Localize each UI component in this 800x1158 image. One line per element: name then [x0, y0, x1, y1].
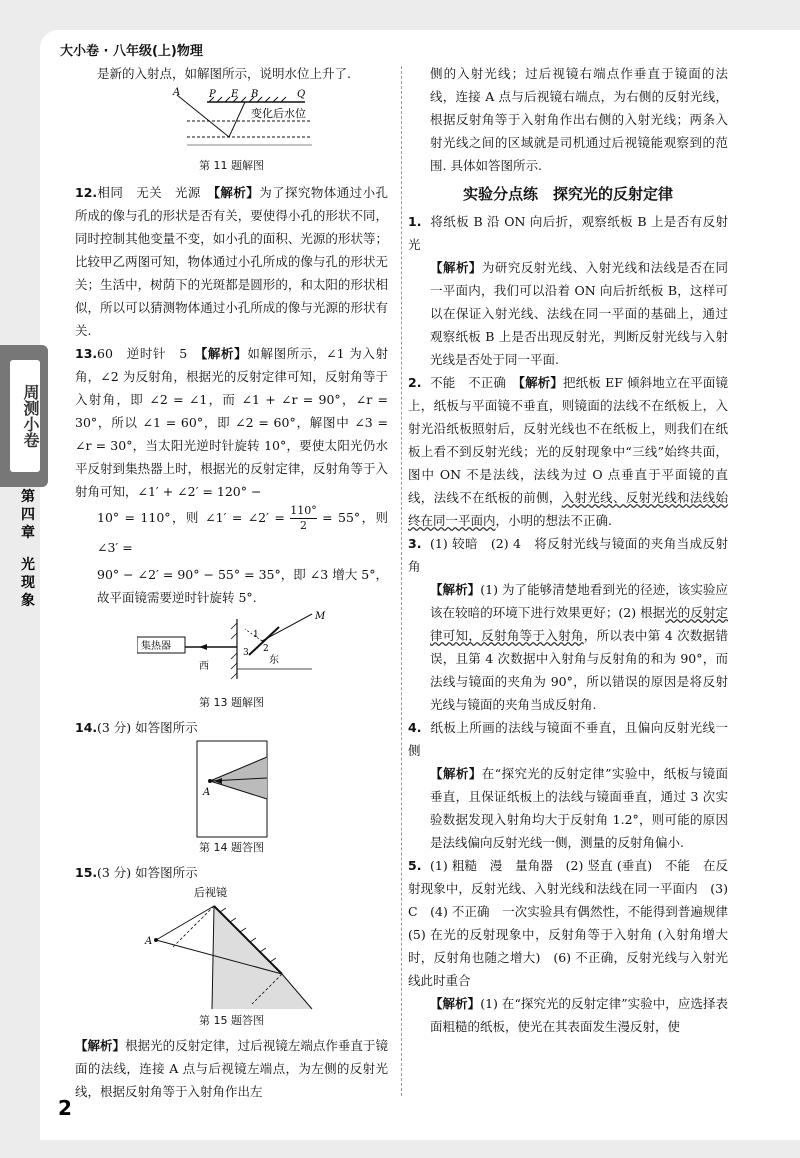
e2-tail: ，小明的想法不正确. — [495, 513, 612, 528]
q14-number: 14. — [75, 720, 98, 735]
q13-tag: 【解析】 — [201, 346, 248, 361]
fig14-diagram — [192, 739, 272, 839]
e1 — [408, 210, 728, 256]
q13-number: 13. — [75, 346, 98, 361]
q15-analysis-body: 根据光的反射定律，过后视镜左端点作垂直于镜面的法线，连接 A 点与后视镜左端点，为左侧的反射光线，根据反射角等于入射角作出左 — [75, 1038, 388, 1099]
chapter-char: 四 — [21, 507, 35, 523]
point-a — [208, 779, 212, 783]
q13-answer: 60 逆时针 5 — [97, 346, 201, 361]
frac-bottom: 2 — [299, 519, 307, 532]
e4-tag: 【解析】 — [430, 766, 482, 781]
subject-char: 象 — [21, 593, 35, 609]
e5-tag: 【解析】 — [430, 996, 481, 1011]
q14-text: (3 分) 如答图所示 — [97, 720, 198, 735]
q12-number: 12. — [75, 185, 98, 200]
label-a: A — [172, 87, 180, 98]
e5-body: (1) 在“探究光的反射定律”实验中，应选择表面粗糙的纸板，使光在其表面发生漫反射，使 — [430, 996, 728, 1034]
q13 — [75, 342, 388, 503]
q13-line2 — [75, 503, 388, 563]
mirror-label: 后视镜 — [193, 886, 227, 899]
fig15-diagram — [142, 884, 322, 1012]
label-a: A — [144, 936, 152, 947]
label-a: A — [202, 787, 210, 798]
e3-body1: (1) 为了能够清楚地看到光的径迹，该实验应该在较暗的环境下进行效果更好；(2) 根据 — [430, 582, 728, 620]
e5-number: 5. — [408, 858, 422, 873]
fig11-diagram — [147, 85, 317, 157]
e3-analysis — [408, 578, 728, 716]
e4-body: 在“探究光的反射定律”实验中，纸板与镜面垂直，且保证纸板上的法线与镜面垂直，通过 3 次实验数据发现入射角均大于反射角 1.2°，则可能的原因是法线偏向反射光线一侧，测量的反射角偏小. — [430, 766, 728, 850]
label-east: 东 — [268, 655, 279, 666]
e2-wavy: 入射光线、反射光线和法线始终在同一平面内 — [408, 490, 728, 528]
chapter-label — [8, 488, 48, 610]
label-b: B — [250, 89, 258, 100]
e3-tag: 【解析】 — [430, 582, 481, 597]
wall-hatch — [231, 623, 237, 679]
q12-tag: 【解析】 — [213, 185, 260, 200]
e1-analysis — [408, 256, 728, 371]
mirror-hatch — [209, 97, 286, 102]
e3-wavy: 光的反射定律可知，反射角等于入射角 — [430, 605, 728, 643]
label-e: E — [230, 89, 238, 100]
e1-number: 1. — [408, 214, 422, 229]
e5-answer: (1) 粗糙 漫 量角器 (2) 竖直 (垂直) 不能 在反射现象中，反射光线、入射光线和法线在同一平面内 (3) C (4) 不正确 一次实验具有偶然性，不能得到普遍规律 (5) 在光的反射现象中，反射角等于入射角 (入射角增大时，反射角也随之增大) (6) 不正确，反射光线与入射光线此时重合 — [408, 858, 741, 988]
ray-arrow — [199, 644, 207, 650]
chapter-char: 第 — [21, 489, 35, 505]
q15 — [75, 861, 388, 884]
fig11-caption: 第 11 题解图 — [199, 159, 264, 172]
page-number: 2 — [58, 1096, 72, 1120]
e2-answer: 不能 不正确 — [430, 375, 519, 390]
q13-line3: 90° − ∠2′ = 90° − 55° = 35°，即 ∠3 增大 5°，故平面镜需要逆时针旋转 5°. — [97, 567, 388, 605]
label-m: M — [314, 611, 325, 622]
e3-body2: ，所以表中第 4 次数据错误，且第 4 次数据中入射角与反射角的和为 90°，而法线与镜面的夹角为 90°，所以错误的原因是将反射光线与镜面的夹角当成反射角. — [430, 628, 728, 712]
e5 — [408, 854, 741, 992]
q12-body: 为了探究物体通过小孔所成的像与孔的形状是否有关，要使得小孔的形状不同，同时控制其他变量不变，如小孔的面积、光源的形状等；比较甲乙两图可知，物体通过小孔所成的像与孔的形状无关；生活中，树荫下的光斑都是圆形的，和太阳的形状相似，所以可以猜测物体通过小孔所成的像与光源的形状有关. — [75, 185, 388, 338]
e4-analysis — [408, 762, 728, 854]
e1-answer: 将纸板 B 沿 ON 向后折，观察纸板 B 上是否有反射光 — [408, 214, 728, 252]
q15-tag: 【解析】 — [75, 1038, 126, 1053]
e1-tag: 【解析】 — [430, 260, 482, 275]
frac-top: 110° — [290, 504, 317, 517]
fig13-caption: 第 13 题解图 — [199, 696, 264, 709]
e2-number: 2. — [408, 375, 422, 390]
side-tab-label: 周测小卷 — [10, 360, 40, 472]
e1-body: 为研究反射光线、入射光线和法线是否在同一平面内，我们可以沿着 ON 向后折纸板 B，这样可以在保证入射光线、法线在同一平面的基础上，通过观察纸板 B 上是否出现反射光，判断反射光线与入射光线是否处于同一平面. — [430, 260, 728, 367]
e5-analysis — [408, 992, 728, 1038]
q15-text: (3 分) 如答图所示 — [97, 865, 198, 880]
q15-continued: 侧的入射光线；过后视镜右端点作垂直于镜面的法线，连接 A 点与后视镜右端点，为右侧的反射光线，根据反射角等于入射角作出右侧的入射光线；两条入射光线之间的区域就是司机通过后视镜能观察到的范围. 具体如答图所示. — [430, 66, 728, 173]
angle-2: 2 — [262, 644, 269, 654]
e2-tag: 【解析】 — [518, 375, 564, 390]
section-title: 实验分点练 探究光的反射定律 — [462, 185, 673, 203]
label-west: 西 — [198, 661, 209, 672]
e3-answer: (1) 较暗 (2) 4 将反射光线与镜面的夹角当成反射角 — [408, 536, 728, 574]
incident-ray — [262, 614, 312, 641]
label-q: Q — [296, 89, 305, 100]
e3-number: 3. — [408, 536, 422, 551]
e2 — [408, 371, 728, 532]
label-new-level: 变化后水位 — [250, 107, 306, 120]
angle-1: 1 — [252, 630, 259, 640]
e4-number: 4. — [408, 720, 422, 735]
q12 — [75, 181, 388, 342]
running-header: 大小卷 · 八年级(上)物理 — [60, 44, 203, 59]
q13-fraction — [290, 504, 317, 533]
fig13-diagram — [137, 609, 327, 694]
q15-number: 15. — [75, 865, 98, 880]
e4-answer: 纸板上所画的法线与镜面不垂直，且偏向反射光线一侧 — [408, 720, 728, 758]
q11-tail: 是新的入射点，如解图所示，说明水位上升了. — [97, 66, 351, 81]
label-p: P — [208, 89, 216, 100]
left-column — [75, 62, 388, 1103]
collector-label: 集热器 — [140, 641, 171, 652]
q13-body2a: 10° = 110°，则 ∠1′ = ∠2′ = — [97, 510, 285, 525]
q13-body2b: = 55°，则 ∠3′ = — [97, 510, 388, 555]
fig15-caption: 第 15 题答图 — [199, 1014, 264, 1027]
column-divider — [401, 66, 402, 1096]
q12-answer: 相同 无关 光源 — [97, 185, 214, 200]
angle-3: 3 — [242, 648, 249, 658]
e2-body: 把纸板 EF 倾斜地立在平面镜上，纸板与平面镜不垂直，则镜面的法线不在纸板上，入射光沿纸板照射后，反射光线也不在纸板上，则我们在纸板上看不到反射光线；光的反射现象中“三线”始终共面，图中 ON 不是法线，法线为过 O 点垂直于平面镜的直线，法线不在纸板的前侧， — [408, 375, 728, 505]
fig14-caption: 第 14 题答图 — [199, 841, 264, 854]
q14 — [75, 716, 388, 739]
right-column — [408, 62, 741, 1038]
e4 — [408, 716, 728, 762]
subject-char: 现 — [21, 575, 35, 591]
subject-char: 光 — [21, 557, 35, 573]
chapter-char: 章 — [21, 525, 35, 541]
q15-analysis — [75, 1034, 388, 1103]
q13-body1: 如解图所示，∠1 为入射角，∠2 为反射角，根据光的反射定律可知，反射角等于入射角，即 ∠2 = ∠1，而 ∠1 + ∠r = 90°，∠r = 30°，所以 ∠1 = 60°，即 ∠2 = 60°，解图中 ∠3 = ∠r = 30°，当太阳光逆时针旋转 10°，要使太阳光仍水平反射到集热器上时，根据光的反射定律，反射角等于入射角可知，∠1′ + ∠2′ = 120° − — [75, 346, 389, 499]
e3 — [408, 532, 728, 578]
